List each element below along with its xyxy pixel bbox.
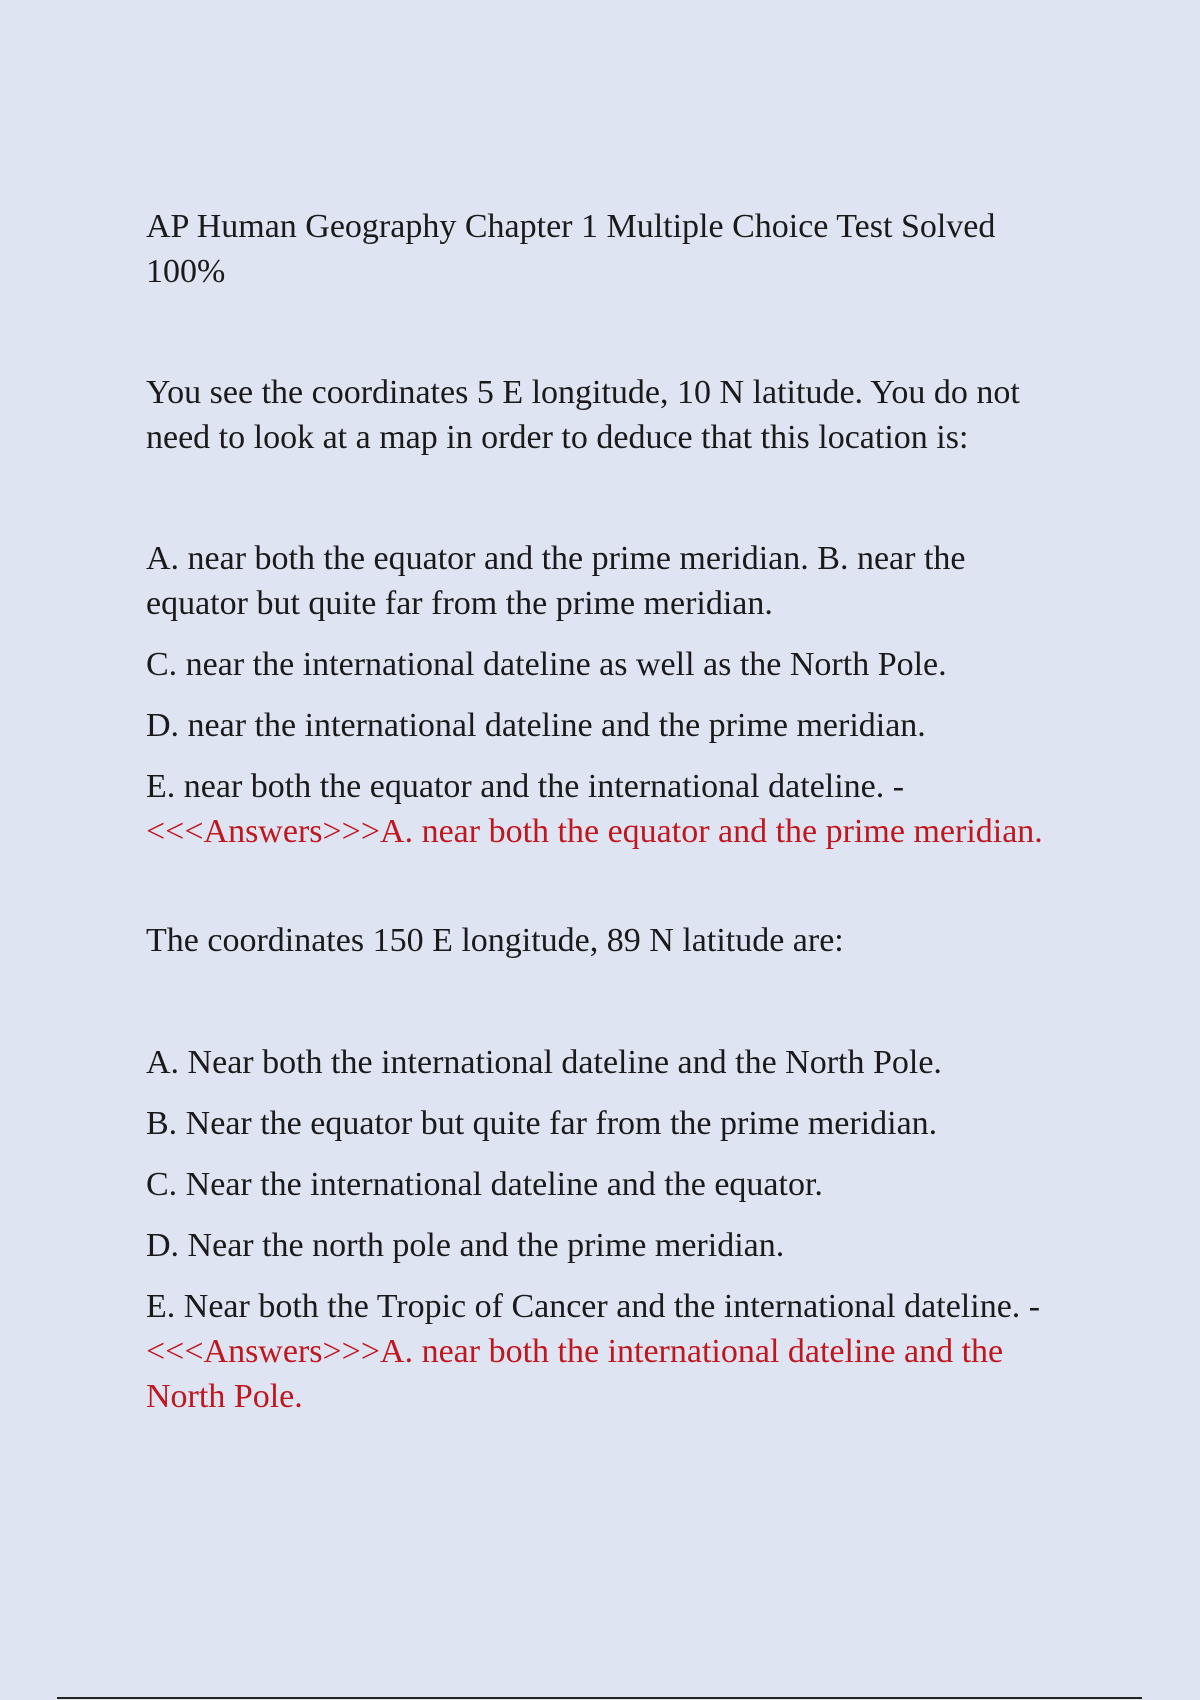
document-page [146, 204, 1046, 1435]
question-2-option-e [146, 1284, 1046, 1419]
question-2-option-b: B. Near the equator but quite far from the prime meridian. [146, 1105, 938, 1142]
question-1-option-c: C. near the international dateline as well as the North Pole. [146, 646, 947, 683]
question-2-answer: <<<Answers>>>A. near both the international dateline and the North Pole. [146, 1333, 1004, 1415]
footer-divider [57, 1697, 1142, 1699]
question-2-option-a: A. Near both the international dateline and the North Pole. [146, 1044, 942, 1081]
question-1-answer: <<<Answers>>>A. near both the equator and the prime meridian. [146, 813, 1043, 850]
question-2-option-c: C. Near the international dateline and the equator. [146, 1166, 823, 1203]
question-2-prompt: The coordinates 150 E longitude, 89 N latitude are: [146, 922, 844, 959]
question-1-options [146, 536, 1046, 854]
document-title: AP Human Geography Chapter 1 Multiple Choice Test Solved 100% [146, 208, 996, 290]
question-2-option-d: D. Near the north pole and the prime meridian. [146, 1227, 785, 1264]
question-1-option-e-text: E. near both the equator and the international dateline. - [146, 768, 905, 805]
question-2-option-e-text: E. Near both the Tropic of Cancer and the international dateline. - [146, 1288, 1041, 1325]
question-1-option-d: D. near the international dateline and the prime meridian. [146, 707, 926, 744]
question-1-option-a-b: A. near both the equator and the prime meridian. B. near the equator but quite far from the prime meridian. [146, 540, 966, 622]
question-1-option-e [146, 764, 1046, 854]
question-2-options [146, 1040, 1046, 1419]
question-1-prompt: You see the coordinates 5 E longitude, 10 N latitude. You do not need to look at a map in order to deduce that this location is: [146, 374, 1020, 456]
